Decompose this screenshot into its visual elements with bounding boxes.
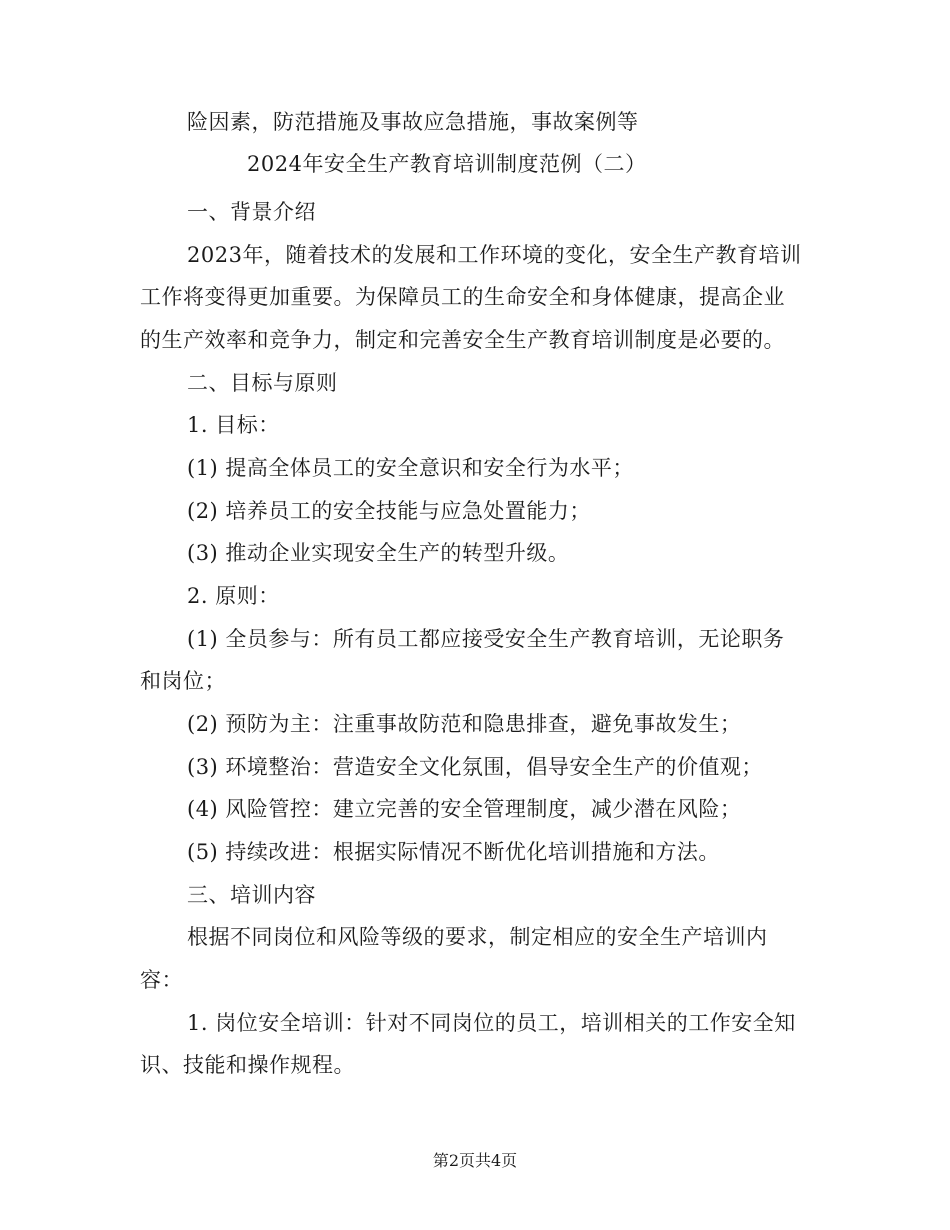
list-item: (4) 风险管控：建立完善的安全管理制度，减少潜在风险； <box>187 797 742 821</box>
section-title: 2024年安全生产教育培训制度范例（二） <box>247 152 647 176</box>
list-item: 1. 岗位安全培训：针对不同岗位的员工，培训相关的工作安全知 <box>187 1011 796 1035</box>
list-item: (1) 全员参与：所有员工都应接受安全生产教育培训，无论职务 <box>187 627 785 651</box>
text-line: 识、技能和操作规程。 <box>140 1053 355 1077</box>
heading-background: 一、背景介绍 <box>187 200 316 224</box>
heading-goals: 二、目标与原则 <box>187 371 338 395</box>
subheading-goal: 1. 目标： <box>187 413 280 437</box>
list-item: (2) 预防为主：注重事故防范和隐患排查，避免事故发生； <box>187 712 742 736</box>
list-item: (3) 环境整治：营造安全文化氛围，倡导安全生产的价值观； <box>187 755 763 779</box>
list-item: (3) 推动企业实现安全生产的转型升级。 <box>187 541 570 565</box>
list-item: (5) 持续改进：根据实际情况不断优化培训措施和方法。 <box>187 840 720 864</box>
text-line: 2023年，随着技术的发展和工作环境的变化，安全生产教育培训 <box>187 243 802 267</box>
text-line: 容： <box>140 968 183 992</box>
subheading-principle: 2. 原则： <box>187 584 280 608</box>
text-line: 的生产效率和竞争力，制定和完善安全生产教育培训制度是必要的。 <box>140 328 785 352</box>
list-item: (2) 培养员工的安全技能与应急处置能力； <box>187 499 591 523</box>
text-line: 险因素，防范措施及事故应急措施，事故案例等 <box>187 110 639 134</box>
heading-content: 三、培训内容 <box>187 883 316 907</box>
page-number: 第2页共4页 <box>432 1151 518 1170</box>
text-line: 和岗位； <box>140 669 226 693</box>
list-item: (1) 提高全体员工的安全意识和安全行为水平； <box>187 456 634 480</box>
text-line: 工作将变得更加重要。为保障员工的生命安全和身体健康，提高企业 <box>140 285 785 309</box>
text-line: 根据不同岗位和风险等级的要求，制定相应的安全生产培训内 <box>187 925 768 949</box>
